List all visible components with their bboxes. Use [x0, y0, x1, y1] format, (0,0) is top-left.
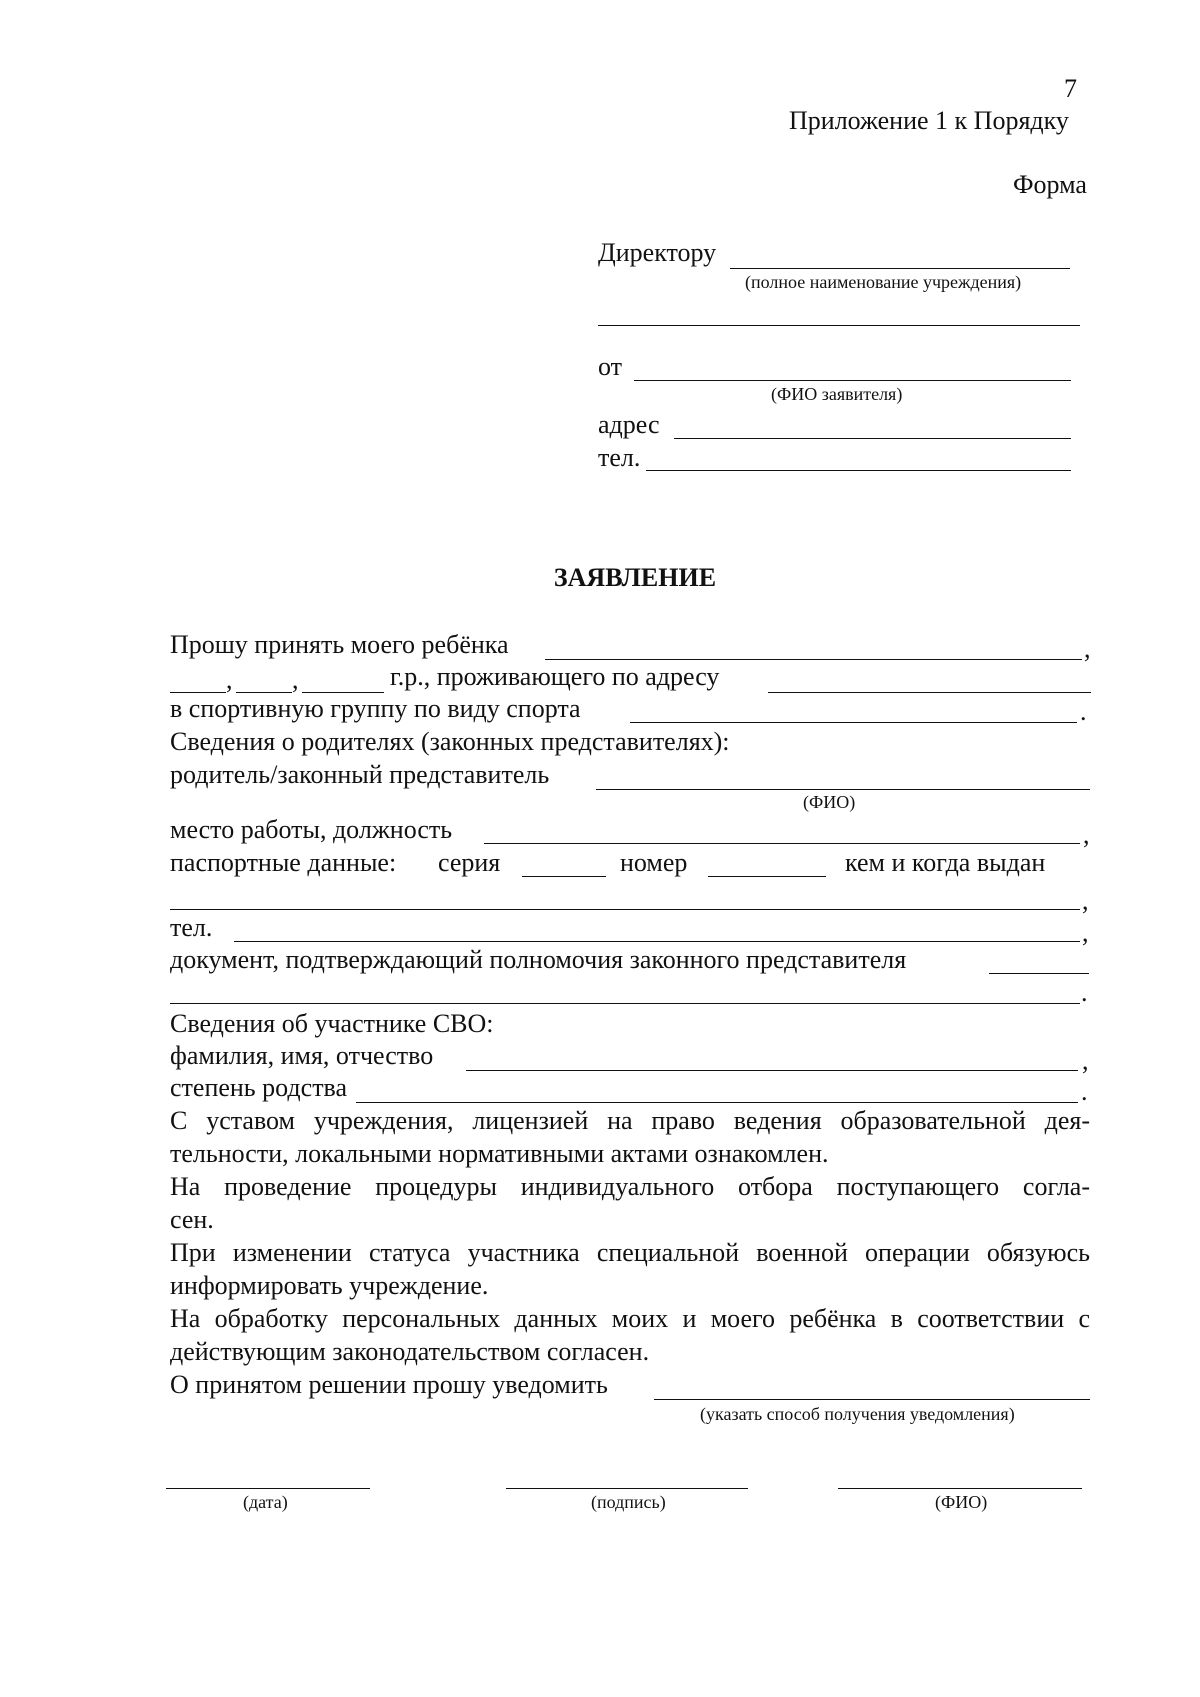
signature-hint: (подпись) [591, 1492, 666, 1512]
authority-doc-line-1[interactable] [989, 973, 1089, 974]
comma-1: , [1084, 634, 1091, 663]
passport-label: паспортные данные: [170, 848, 397, 877]
svo-heading: Сведения об участнике СВО: [170, 1009, 494, 1038]
signature-line[interactable] [506, 1488, 748, 1489]
applicant-name-line[interactable] [634, 380, 1071, 381]
charter-line-2: тельности, локальными нормативными актами ознакомлен. [170, 1139, 829, 1168]
svo-name-label: фамилия, имя, отчество [170, 1041, 434, 1070]
address-label: адрес [598, 410, 660, 439]
period-2: . [1081, 978, 1088, 1007]
dob-day-line[interactable] [170, 692, 226, 693]
passport-number-line[interactable] [708, 876, 826, 877]
institution-line-2[interactable] [598, 325, 1080, 326]
pd-line-2: действующим законодательством согласен. [170, 1337, 650, 1366]
comma-dob-1: , [226, 665, 233, 694]
notify-label: О принятом решении прошу уведомить [170, 1370, 608, 1399]
address-line[interactable] [674, 438, 1071, 439]
notify-line[interactable] [654, 1399, 1090, 1400]
sport-label: в спортивную группу по виду спорта [170, 694, 581, 723]
passport-number-label: номер [620, 848, 688, 877]
comma-dob-2: , [292, 665, 299, 694]
residence-line[interactable] [768, 692, 1091, 693]
workplace-label: место работы, должность [170, 815, 453, 844]
period-1: . [1080, 697, 1087, 726]
svo-relation-label: степень родства [170, 1073, 348, 1102]
authority-doc-line-2[interactable] [170, 1003, 1080, 1004]
child-label: Прошу принять моего ребёнка [170, 630, 509, 659]
parents-heading: Сведения о родителях (законных представителях): [170, 727, 730, 756]
svo-name-line[interactable] [466, 1070, 1078, 1071]
authority-doc-label: документ, подтверждающий полномочия законного представителя [170, 945, 907, 974]
applicant-hint: (ФИО заявителя) [771, 384, 903, 404]
from-label: от [598, 352, 623, 381]
fio-line[interactable] [838, 1488, 1082, 1489]
comma-5: , [1082, 1046, 1089, 1075]
dob-month-line[interactable] [236, 692, 292, 693]
form-label: Форма [1013, 170, 1087, 199]
phone-line[interactable] [646, 470, 1071, 471]
pd-line-1: На обработку персональных данных моих и моего ребёнка в соответствии с [170, 1304, 1090, 1333]
workplace-line[interactable] [484, 843, 1080, 844]
parent-phone-label: тел. [170, 913, 213, 942]
document-title: ЗАЯВЛЕНИЕ [553, 563, 717, 592]
parent-name-hint: (ФИО) [803, 792, 856, 812]
notify-hint: (указать способ получения уведомления) [700, 1404, 1015, 1424]
charter-line-1: С уставом учреждения, лицензией на право ведения образовательной дея- [170, 1106, 1090, 1135]
parent-label: родитель/законный представитель [170, 760, 550, 789]
parent-name-line[interactable] [596, 789, 1090, 790]
comma-3: , [1082, 886, 1089, 915]
director-label: Директору [598, 238, 717, 267]
dob-year-line[interactable] [302, 692, 384, 693]
comma-2: , [1083, 820, 1090, 849]
sport-line[interactable] [630, 722, 1077, 723]
page-number: 7 [1064, 74, 1077, 103]
passport-issued-line[interactable] [170, 909, 1080, 910]
period-3: . [1081, 1077, 1088, 1106]
comma-4: , [1082, 918, 1089, 947]
fio-hint: (ФИО) [935, 1492, 988, 1512]
director-hint: (полное наименование учреждения) [745, 272, 1022, 292]
selection-line-1: На проведение процедуры индивидуального отбора поступающего согла- [170, 1172, 1090, 1201]
passport-series-label: серия [438, 848, 501, 877]
selection-line-2: сен. [170, 1205, 214, 1234]
passport-series-line[interactable] [522, 876, 606, 877]
child-name-line[interactable] [545, 659, 1082, 660]
phone-label: тел. [598, 443, 641, 472]
passport-issued-label: кем и когда выдан [845, 848, 1046, 877]
appendix-label: Приложение 1 к Порядку [789, 106, 1069, 135]
svo-relation-line[interactable] [356, 1102, 1078, 1103]
parent-phone-line[interactable] [234, 941, 1080, 942]
residence-label: г.р., проживающего по адресу [390, 662, 720, 691]
date-line[interactable] [166, 1488, 370, 1489]
date-hint: (дата) [243, 1492, 288, 1512]
status-line-1: При изменении статуса участника специальной военной операции обязуюсь [170, 1238, 1090, 1267]
status-line-2: информировать учреждение. [170, 1271, 489, 1300]
director-line[interactable] [730, 268, 1070, 269]
